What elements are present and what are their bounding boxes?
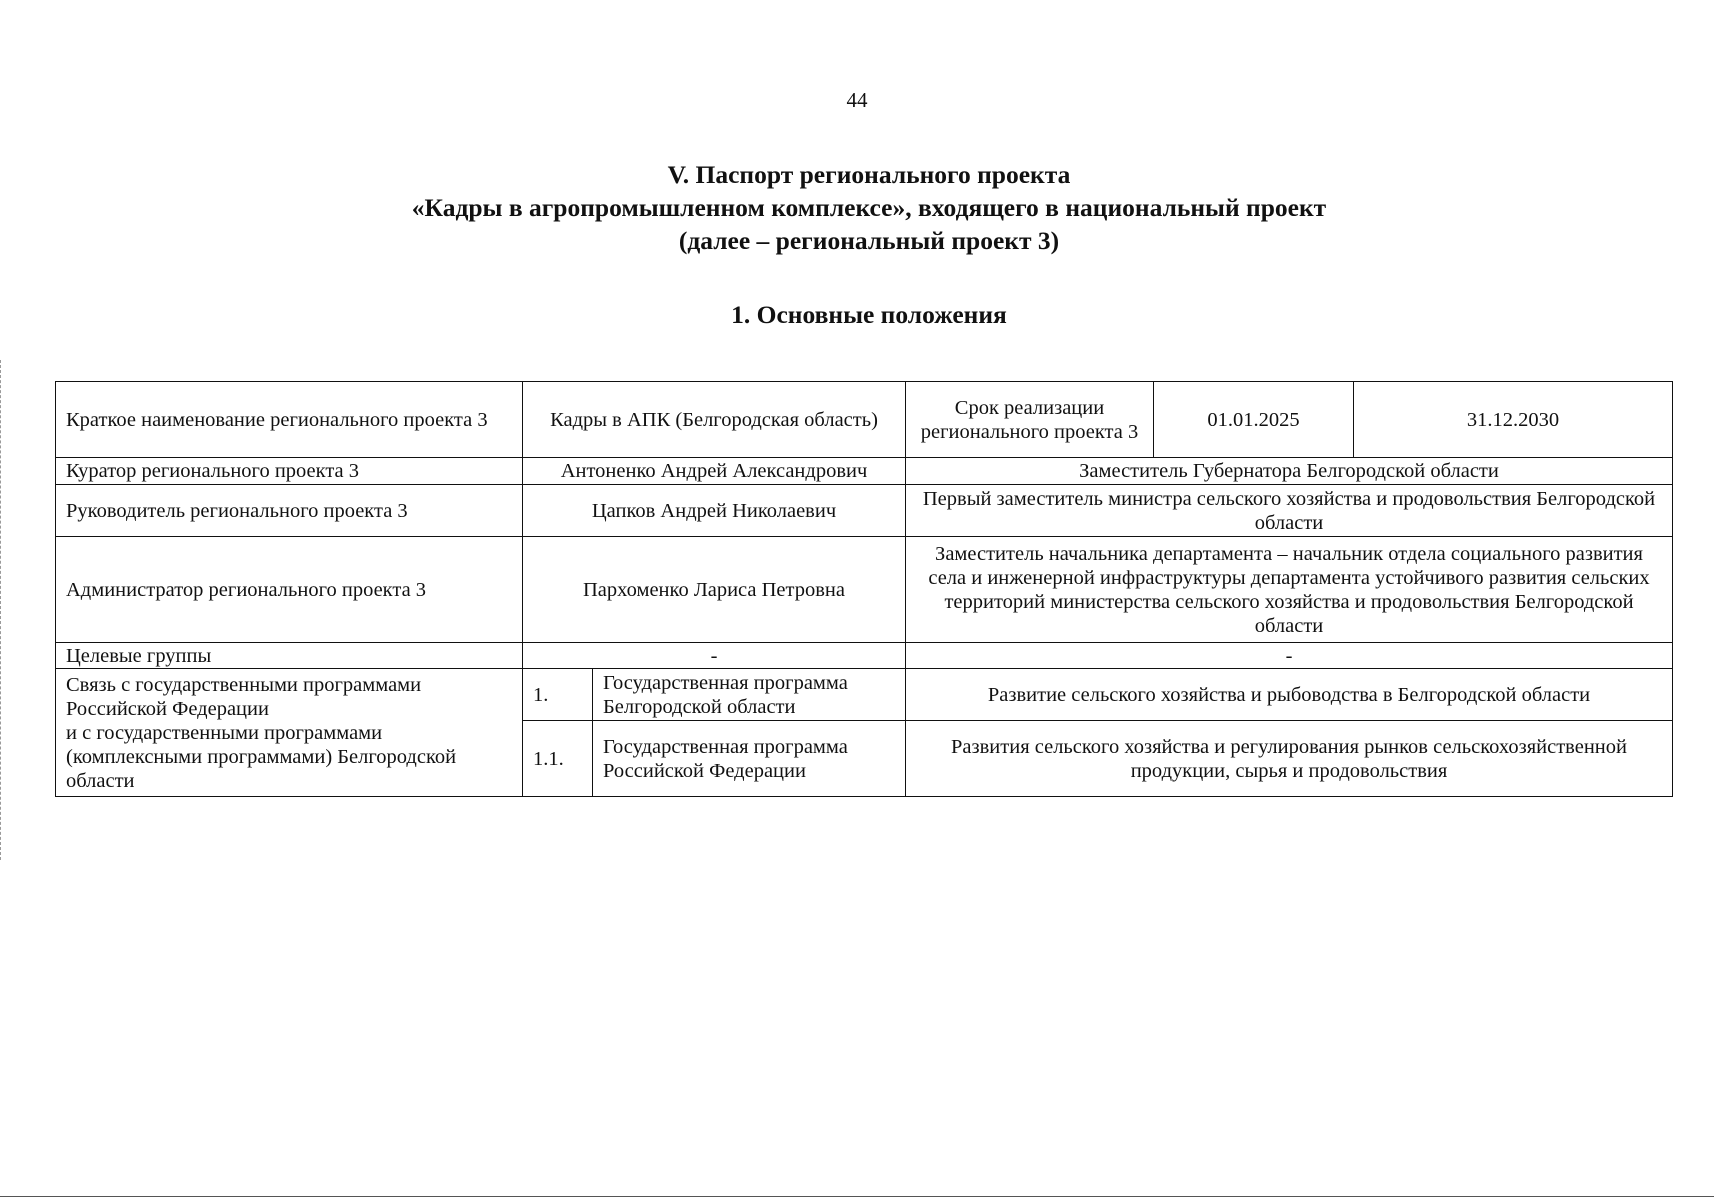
- start-date: 01.01.2025: [1154, 382, 1354, 458]
- target-groups-value-2: -: [906, 643, 1673, 669]
- program-2-name: Развития сельского хозяйства и регулирования рынков сельскохозяйственной продукции, сырья и продовольствия: [906, 721, 1673, 797]
- programs-label: [56, 669, 523, 797]
- program-2-number: 1.1.: [523, 721, 593, 797]
- page-number: 44: [846, 88, 868, 112]
- administrator-position: Заместитель начальника департамента – начальник отдела социального развития села и инженерной инфраструктуры департамента устойчивого развития сельских территорий министерства сельского хозяйства и продовольствия Белгородской области: [906, 537, 1673, 643]
- end-date: 31.12.2030: [1354, 382, 1673, 458]
- curator-position: Заместитель Губернатора Белгородской области: [906, 458, 1673, 485]
- head-name: Цапков Андрей Николаевич: [523, 485, 906, 537]
- program-2-type: Государственная программа Российской Федерации: [593, 721, 906, 797]
- section-title: 1. Основные положения: [731, 300, 1007, 329]
- programs-label-part-2: и с государственными программами (комплексными программами) Белгородской области: [66, 721, 457, 792]
- heading-line-1: V. Паспорт регионального проекта: [667, 160, 1071, 189]
- row-head: [56, 485, 1673, 537]
- row-short-name: [56, 382, 1673, 458]
- curator-label: Куратор регионального проекта 3: [56, 458, 523, 485]
- term-label: Срок реализации регионального проекта 3: [906, 382, 1154, 458]
- administrator-name: Пархоменко Лариса Петровна: [523, 537, 906, 643]
- heading-line-3: (далее – региональный проект 3): [678, 226, 1060, 255]
- curator-name: Антоненко Андрей Александрович: [523, 458, 906, 485]
- target-groups-label: Целевые группы: [56, 643, 523, 669]
- scan-edge-marks: [0, 360, 4, 860]
- head-position: Первый заместитель министра сельского хозяйства и продовольствия Белгородской области: [906, 485, 1673, 537]
- target-groups-value: -: [523, 643, 906, 669]
- administrator-label: Администратор регионального проекта 3: [56, 537, 523, 643]
- row-target-groups: [56, 643, 1673, 669]
- program-1-number: 1.: [523, 669, 593, 721]
- programs-label-part-1: Связь с государственными программами Российской Федерации: [66, 673, 422, 720]
- program-1-type: Государственная программа Белгородской области: [593, 669, 906, 721]
- short-name-value: Кадры в АПК (Белгородская область): [523, 382, 906, 458]
- short-name-label: Краткое наименование регионального проекта 3: [56, 382, 523, 458]
- project-passport-table: [55, 381, 1673, 797]
- row-program-1: [56, 669, 1673, 721]
- bottom-rule: [0, 1196, 1714, 1197]
- heading-line-2: «Кадры в агропромышленном комплексе», входящего в национальный проект: [411, 193, 1327, 222]
- row-administrator: [56, 537, 1673, 643]
- row-curator: [56, 458, 1673, 485]
- document-heading: [0, 158, 1714, 257]
- program-1-name: Развитие сельского хозяйства и рыбоводства в Белгородской области: [906, 669, 1673, 721]
- head-label: Руководитель регионального проекта 3: [56, 485, 523, 537]
